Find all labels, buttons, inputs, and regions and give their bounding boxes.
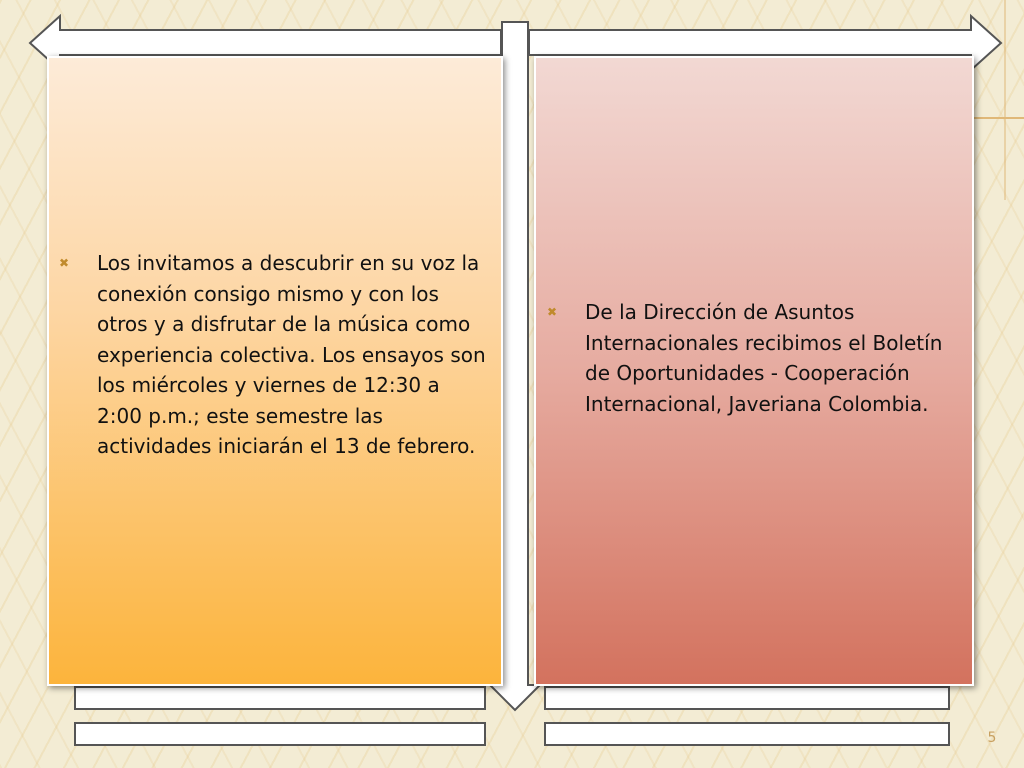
right-panel-text: De la Dirección de Asuntos Internacionales recibimos el Boletín de Oportunidades - Cooperación Internacional, Javeriana Colombia. bbox=[585, 300, 943, 416]
right-content-panel bbox=[534, 56, 974, 686]
right-panel-paragraph bbox=[547, 297, 960, 419]
left-panel-text: Los invitamos a descubrir en su voz la conexión consigo mismo y con los otros y a disfrutar de la música como experiencia colectiva. Los ensayos son los miércoles y viernes de 12:30 a 2:00 p.m.; este semestre las actividades iniciarán el 13 de febrero. bbox=[97, 251, 486, 458]
left-content-panel bbox=[47, 56, 503, 686]
left-panel-paragraph bbox=[59, 248, 489, 462]
bottom-bar-right-1 bbox=[545, 687, 949, 709]
bottom-bar-left-2 bbox=[75, 723, 485, 745]
x-bullet-icon: ✖ bbox=[59, 256, 70, 270]
bottom-bar-left-1 bbox=[75, 687, 485, 709]
x-bullet-icon: ✖ bbox=[547, 305, 558, 319]
slide-number: 5 bbox=[987, 730, 997, 746]
bottom-bar-right-2 bbox=[545, 723, 949, 745]
